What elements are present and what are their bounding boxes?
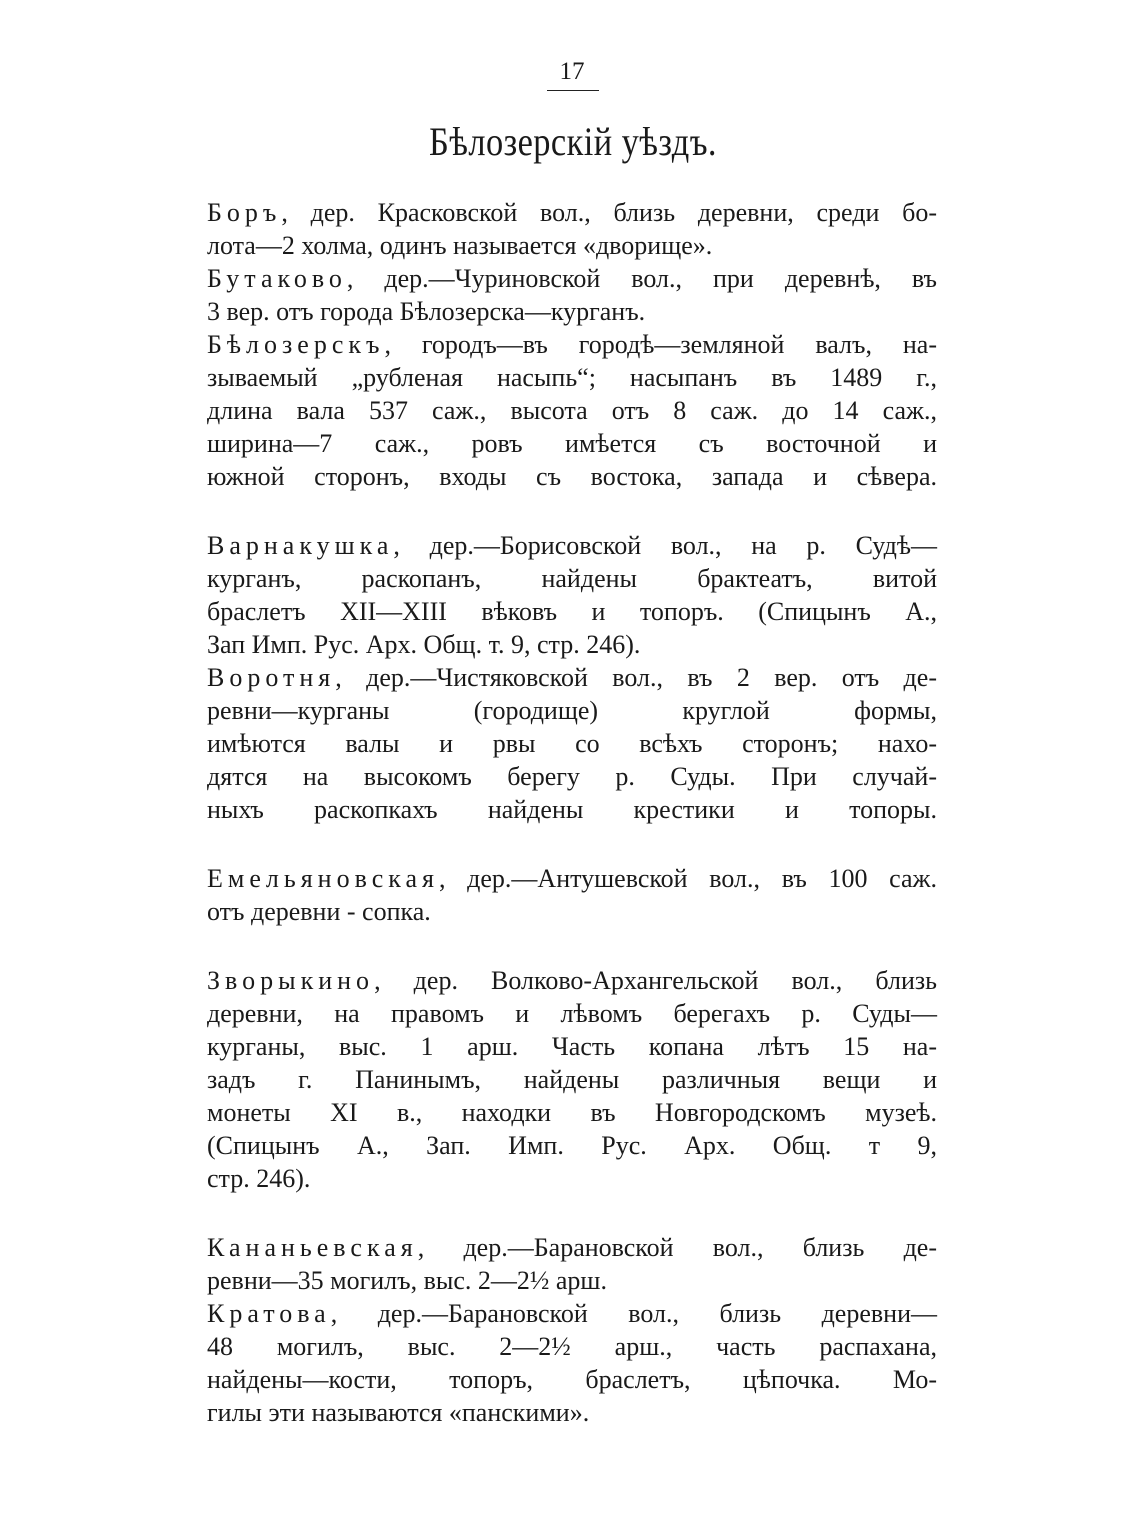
entry-text-line: , дер.—Чуриновской вол., при деревнѣ, въ [346, 264, 937, 293]
entry-place-name: Варнакушка [207, 531, 394, 560]
entry-text-line: , дер.—Барановской вол., близь де- [417, 1233, 937, 1262]
entry-emelyanovskaya [207, 862, 937, 928]
entry-text-line: ревни—35 могилъ, выс. 2—2½ арш. [207, 1266, 607, 1295]
entry-text-line: , дер. Волково-Архангельской вол., близь [374, 966, 937, 995]
entry-text-line: , дер.—Борисовской вол., на р. Судѣ— [393, 531, 937, 560]
entry-zvorykino [207, 964, 937, 1195]
entry-text-line: , дер.—Чистяковской вол., въ 2 вер. отъ де- [335, 663, 937, 692]
entry-place-name: Воротня [207, 663, 336, 692]
entry-place-name: Кананьевская [207, 1233, 418, 1262]
entry-text-line: Зап Имп. Рус. Арх. Общ. т. 9, стр. 246). [207, 630, 641, 659]
entry-place-name: Бѣлозерскъ [207, 330, 385, 359]
entry-bor [207, 196, 937, 262]
entry-belozersk [207, 328, 937, 493]
entry-text-line: ширина—7 саж., ровъ имѣется съ восточной и [207, 429, 937, 458]
entry-text-line: монеты XI в., находки въ Новгородскомъ музеѣ. [207, 1098, 937, 1127]
page-number: 17 [559, 58, 585, 85]
entry-text-line: (Спицынъ А., Зап. Имп. Рус. Арх. Общ. т 9, [207, 1131, 937, 1160]
entry-text-line: задъ г. Панинымъ, найдены различныя вещи и [207, 1065, 937, 1094]
entry-text-line: 3 вер. отъ города Бѣлозерска—курганъ. [207, 297, 646, 326]
entry-text-line: лота—2 холма, одинъ называется «дворище». [207, 231, 713, 260]
entry-text-line: гилы эти называются «панскими». [207, 1398, 590, 1427]
entry-text-line: курганъ, раскопанъ, найдены брактеатъ, витой [207, 564, 937, 593]
entry-text-line: ревни—курганы (городище) круглой формы, [207, 696, 937, 725]
entry-text-line: , дер.—Антушевской вол., въ 100 саж. [438, 864, 937, 893]
entry-text-line: длина вала 537 саж., высота отъ 8 саж. до 14 саж., [207, 396, 937, 425]
entry-text-line: дятся на высокомъ берегу р. Суды. При случай- [207, 762, 937, 791]
entry-varnakushka [207, 529, 937, 661]
entry-text-line: курганы, выс. 1 арш. Часть копана лѣтъ 15 на- [207, 1032, 937, 1061]
entry-text-line: деревни, на правомъ и лѣвомъ берегахъ р. Суды— [207, 999, 937, 1028]
section-title: Бѣлозерскій уѣздъ. [429, 119, 717, 164]
entry-text-line: южной сторонъ, входы съ востока, запада и сѣвера. [207, 462, 937, 491]
entry-text-line: отъ деревни - сопка. [207, 897, 431, 926]
entry-place-name: Бутаково [207, 264, 347, 293]
entry-text-line: , дер.—Барановской вол., близь деревни— [330, 1299, 937, 1328]
entry-butakovo [207, 262, 937, 328]
entry-kananyevskaya [207, 1231, 937, 1297]
entry-place-name: Емельяновская [207, 864, 439, 893]
entry-vorotnya [207, 661, 937, 826]
entry-text-line: 48 могилъ, выс. 2—2½ арш., часть распахана, [207, 1332, 937, 1361]
entry-text-line: браслетъ XII—XIII вѣковъ и топоръ. (Спицынъ А., [207, 597, 937, 626]
entry-text-line: ныхъ раскопкахъ найдены крестики и топоры. [207, 795, 937, 824]
entry-text-line: имѣются валы и рвы со всѣхъ сторонъ; нахо- [207, 729, 937, 758]
entry-place-name: Боръ [207, 198, 282, 227]
page-number-rule [547, 90, 599, 91]
entry-place-name: Зворыкино [207, 966, 375, 995]
entry-text-line: зываемый „рубленая насыпь“; насыпанъ въ 1489 г., [207, 363, 937, 392]
entry-text-line: , дер. Красковской вол., близь деревни, среди бо- [281, 198, 937, 227]
entry-text-line: найдены—кости, топоръ, браслетъ, цѣпочка. Мо- [207, 1365, 937, 1394]
entry-text-line: , городъ—въ городѣ—земляной валъ, на- [384, 330, 937, 359]
entry-place-name: Кратова [207, 1299, 331, 1328]
entry-text-line: стр. 246). [207, 1164, 311, 1193]
entry-kratova [207, 1297, 937, 1429]
gazetteer-entries [207, 196, 937, 1429]
